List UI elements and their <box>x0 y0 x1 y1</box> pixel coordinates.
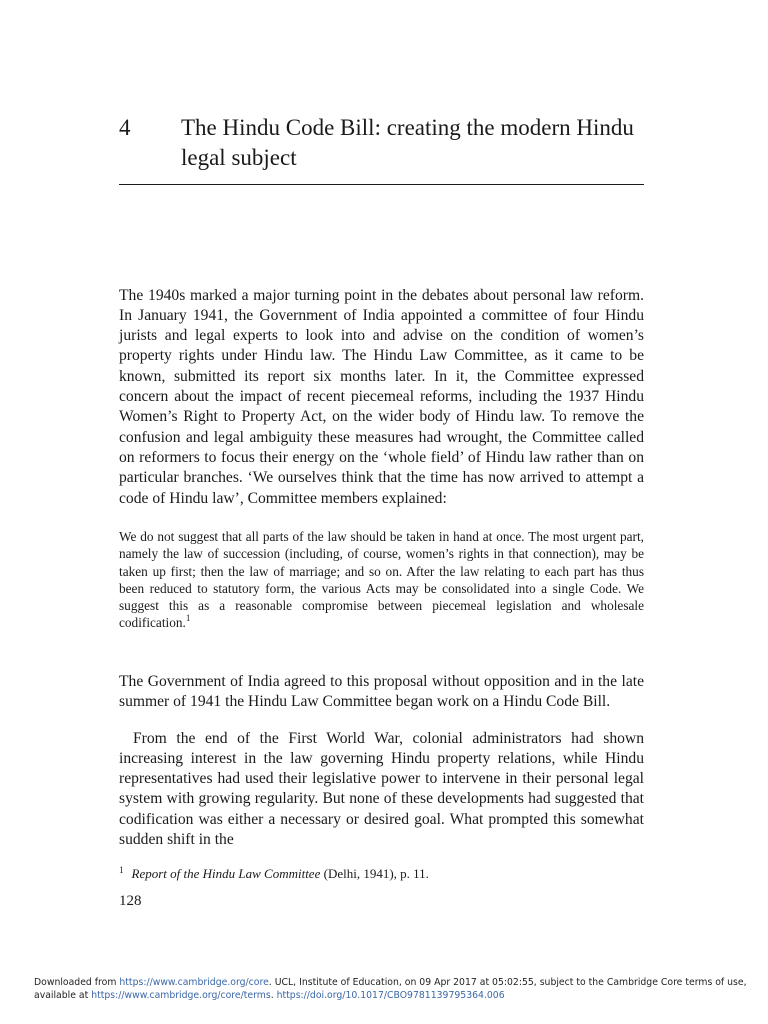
footnote-mark: 1 <box>119 865 124 875</box>
download-notice <box>34 976 754 1002</box>
footnote-reference[interactable]: 1 <box>185 613 191 624</box>
cambridge-core-link[interactable]: https://www.cambridge.org/core <box>119 977 269 988</box>
footnote-source-title: Report of the Hindu Law Committee <box>131 866 321 881</box>
footnote-details: (Delhi, 1941), p. 11. <box>320 866 429 881</box>
notice-separator: . <box>270 990 277 1001</box>
body-paragraph-2: The Government of India agreed to this proposal without opposition and in the late summer of 1941 the Hindu Law Committee began work on a Hindu Code Bill. <box>119 672 644 710</box>
block-quote <box>119 528 644 632</box>
notice-prefix: Downloaded from <box>34 977 120 988</box>
doi-link[interactable]: https://doi.org/10.1017/CBO9781139795364.006 <box>276 990 505 1001</box>
page-number: 128 <box>119 893 142 909</box>
chapter-number: 4 <box>119 115 131 140</box>
footnote <box>119 862 644 882</box>
body-paragraph-1: The 1940s marked a major turning point in the debates about personal law reform. In January 1941, the Government of India appointed a committee of four Hindu jurists and legal experts to look into and advise on the condition of women’s property rights under Hindu law. The Hindu Law Committee, as it came to be known, submitted its report six months later. In it, the Committee expressed concern about the impact of recent piecemeal reforms, including the 1937 Hindu Women’s Right to Property Act, on the wider body of Hindu law. To remove the confusion and legal ambiguity these measures had wrought, the Committee called on reformers to focus their energy on the ‘whole field’ of Hindu law rather than on particular branches. ‘We ourselves think that the time has now arrived to attempt a code of Hindu law’, Committee members explained: <box>119 286 644 507</box>
body-paragraph-3: From the end of the First World War, colonial administrators had shown increasing interest in the law governing Hindu property relations, while Hindu representatives had used their legislative power to intervene in their personal legal system with growing regularity. But none of these developments had suggested that codification was either a necessary or desired goal. What prompted this somewhat sudden shift in the <box>119 729 644 849</box>
notice-middle: . UCL, Institute of Education, on 09 Apr 2017 at 05:02:55, subject to the Cambridge Core terms of use, available at <box>34 977 747 1001</box>
quote-text: We do not suggest that all parts of the law should be taken in hand at once. The most urgent part, namely the law of succession (including, of course, women’s rights in that connection), may be taken up first; then the law of marriage; and so on. After the law relating to each part has thus been reduced to statutory form, the various Acts may be consolidated into a single Code. We suggest this as a reasonable compromise between piecemeal legislation and wholesale codification. <box>119 529 644 631</box>
terms-link[interactable]: https://www.cambridge.org/core/terms <box>91 990 271 1001</box>
title-divider <box>119 184 644 185</box>
chapter-title: The Hindu Code Bill: creating the modern Hindu legal subject <box>181 115 634 170</box>
